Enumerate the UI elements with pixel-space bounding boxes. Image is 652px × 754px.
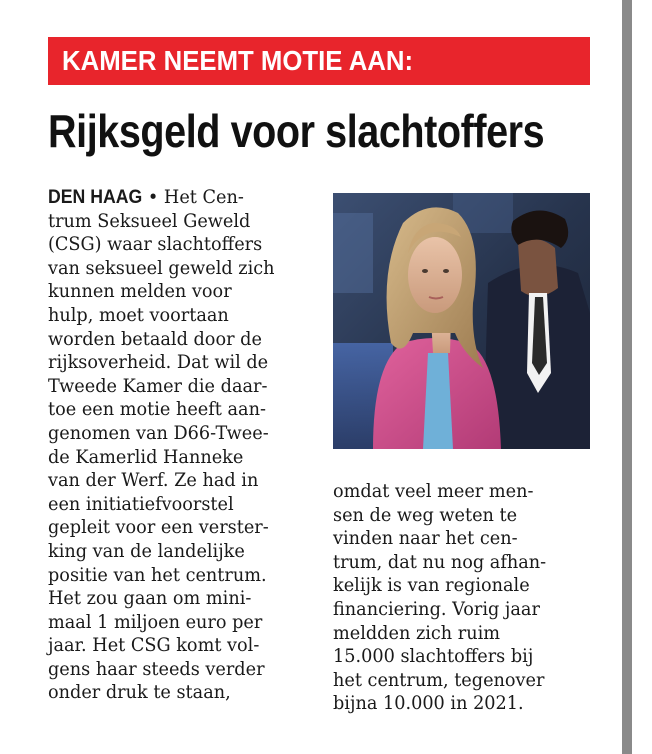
column-1-line: hulp, moet voortaan <box>48 303 229 326</box>
column-2-line: bijna 10.000 in 2021. <box>333 692 524 715</box>
column-2-line: omdat veel meer men- <box>333 480 534 502</box>
column-1-first-line <box>48 186 275 210</box>
column-1-line: jaar. Het CSG komt vol- <box>48 634 260 657</box>
column-1-line: positie van het centrum. <box>48 563 267 586</box>
column-2-lines <box>333 480 562 716</box>
column-1-line: maal 1 miljoen euro per <box>48 610 263 633</box>
kicker-banner <box>48 37 590 85</box>
column-2-line: trum, dat nu nog afhan- <box>333 550 547 573</box>
first-line-text: Het Cen- <box>163 186 244 208</box>
column-1-line: Tweede Kamer die daar- <box>48 374 268 397</box>
column-1-line: de Kamerlid Hanneke <box>48 445 244 468</box>
column-1-line: worden betaald door de <box>48 327 262 350</box>
column-2-line: 15.000 slachtoffers bij <box>333 645 534 668</box>
headline: Rijksgeld voor slachtoffers <box>48 105 545 157</box>
column-1-line: toe een motie heeft aan- <box>48 398 266 421</box>
column-1-line: Het zou gaan om mini- <box>48 587 252 610</box>
column-1-line: genomen van D66-Twee- <box>48 421 269 444</box>
column-1-lines <box>48 210 292 705</box>
column-1-line: gepleit voor een verster- <box>48 516 269 539</box>
column-1-line: kunnen melden voor <box>48 280 232 303</box>
column-2-line: financiering. Vorig jaar <box>333 597 540 620</box>
column-1-line: een initiatiefvoorstel <box>48 492 234 515</box>
article-column-2 <box>333 480 562 716</box>
dateline: DEN HAAG <box>48 187 143 208</box>
column-2-line: sen de weg weten te <box>333 503 518 526</box>
column-1-line: rijksoverheid. Dat wil de <box>48 351 269 374</box>
column-1-line: gens haar steeds verder <box>48 657 265 680</box>
page-edge-bar <box>622 0 632 754</box>
column-1-line: king van de landelijke <box>48 539 245 562</box>
dateline-separator: • <box>142 186 164 208</box>
article-column-1 <box>48 186 292 705</box>
column-1-line: (CSG) waar slachtoffers <box>48 233 263 256</box>
column-2-line: kelijk is van regionale <box>333 574 530 597</box>
column-2-line: meldden zich ruim <box>333 621 501 644</box>
kicker-text: KAMER NEEMT MOTIE AAN: <box>62 45 414 76</box>
photo-politicians <box>333 193 590 449</box>
column-1-line: van der Werf. Ze had in <box>48 469 259 492</box>
column-1-line: trum Seksueel Geweld <box>48 209 251 232</box>
column-1-line: onder druk te staan, <box>48 681 231 704</box>
column-2-line: het centrum, tegenover <box>333 668 545 691</box>
photo-illustration <box>333 193 590 449</box>
column-1-line: van seksueel geweld zich <box>48 256 275 279</box>
column-2-line: vinden naar het cen- <box>333 527 518 550</box>
